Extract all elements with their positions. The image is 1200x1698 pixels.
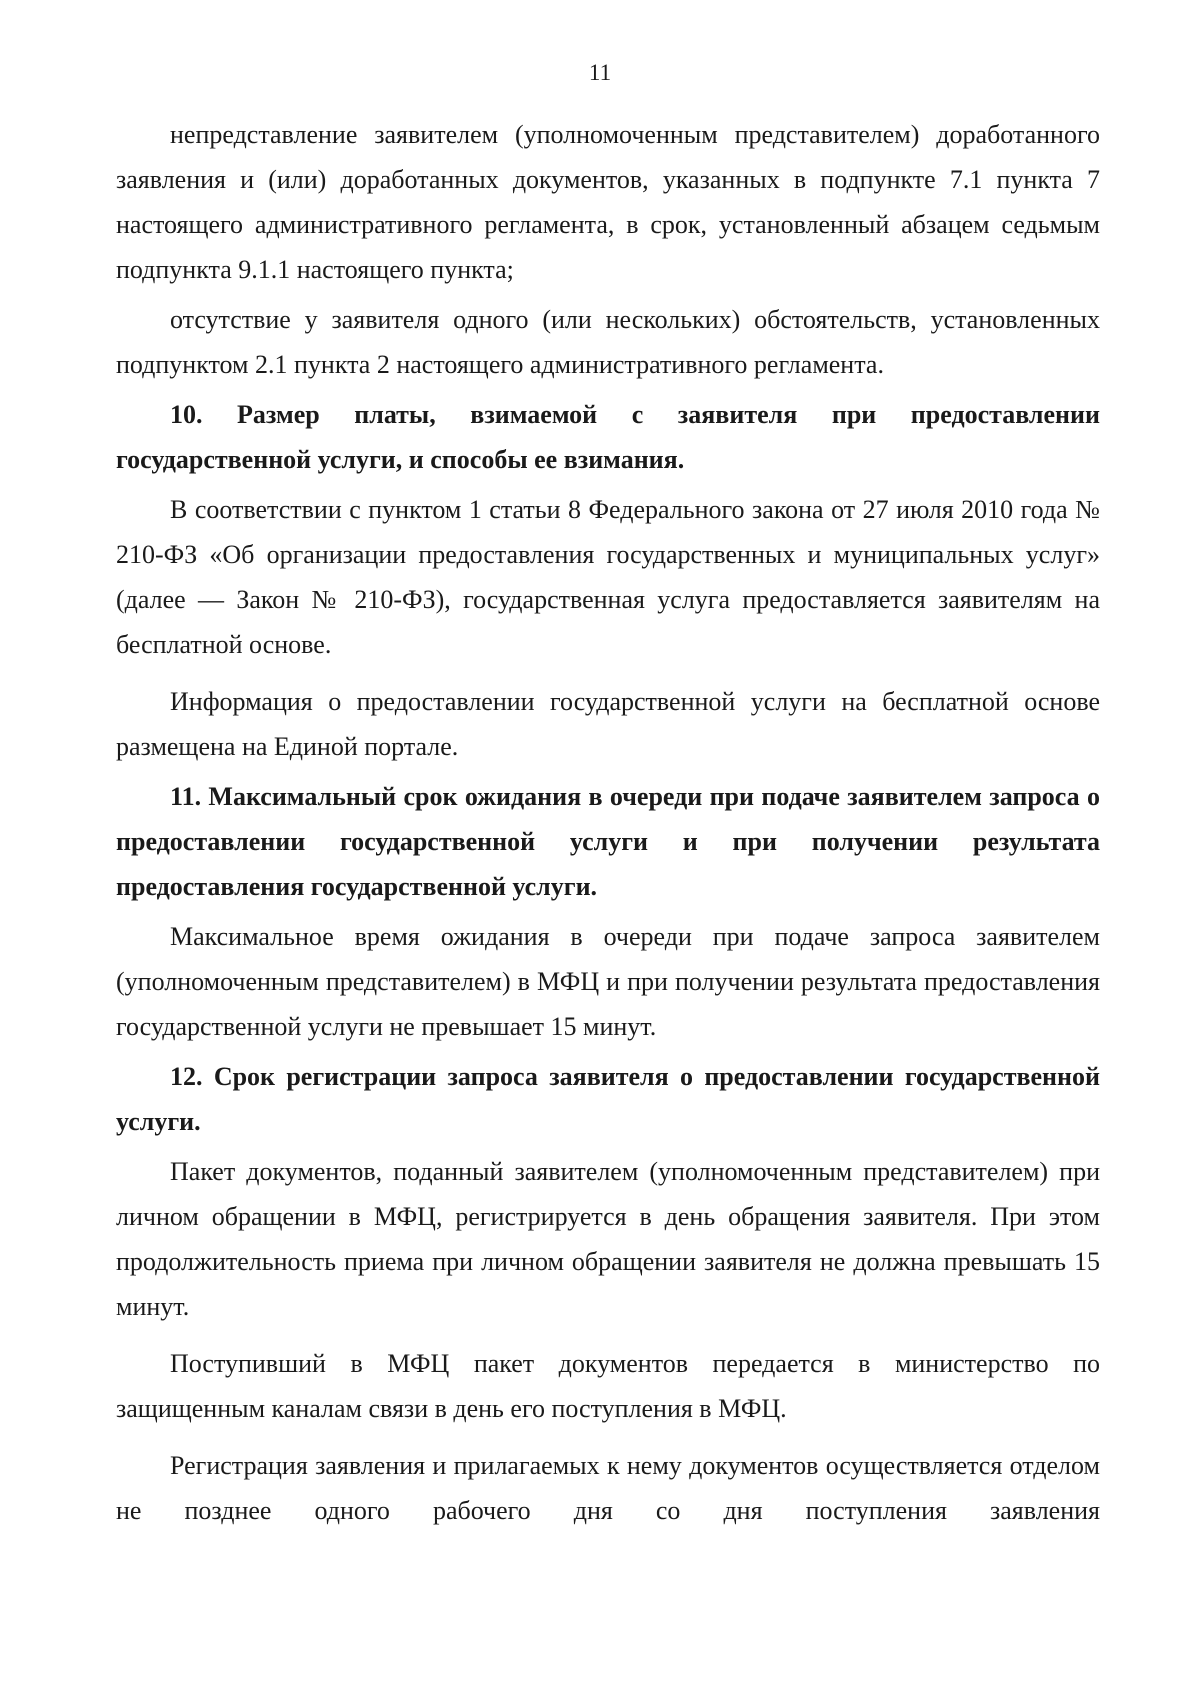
document-body — [116, 112, 1100, 1533]
section-heading-10: 10. Размер платы, взимаемой с заявителя при предоставлении государственной услуги, и способы ее взимания. — [116, 400, 1100, 474]
paragraph-fee-basis: В соответствии с пунктом 1 статьи 8 Федерального закона от 27 июля 2010 года № 210-ФЗ «Об организации предоставления государственных и муниципальных услуг» (далее — Закон № 210-ФЗ), государственная услуга предоставляется заявителям на бесплатной основе. — [116, 495, 1100, 659]
paragraph-transfer-to-ministry: Поступивший в МФЦ пакет документов передается в министерство по защищенным каналам связи в день его поступления в МФЦ. — [116, 1349, 1100, 1423]
paragraph-rejection-ground-1: непредставление заявителем (уполномоченным представителем) доработанного заявления и (или) доработанных документов, указанных в подпункте 7.1 пункта 7 настоящего административного регламента, в срок, установленный абзацем седьмым подпункта 9.1.1 настоящего пункта; — [116, 120, 1100, 284]
paragraph-rejection-ground-2: отсутствие у заявителя одного (или нескольких) обстоятельств, установленных подпунктом 2.1 пункта 2 настоящего административного регламента. — [116, 305, 1100, 379]
paragraph-wait-time: Максимальное время ожидания в очереди при подаче запроса заявителем (уполномоченным представителем) в МФЦ и при получении результата предоставления государственной услуги не превышает 15 минут. — [116, 922, 1100, 1041]
section-heading-11: 11. Максимальный срок ожидания в очереди при подаче заявителем запроса о предоставлении государственной услуги и при получении результата предоставления государственной услуги. — [116, 782, 1100, 901]
paragraph-registration-department: Регистрация заявления и прилагаемых к нему документов осуществляется отделом не позднее одного рабочего дня со дня поступления заявления — [116, 1451, 1100, 1525]
page-number: 11 — [588, 60, 612, 85]
paragraph-registration-mfc: Пакет документов, поданный заявителем (уполномоченным представителем) при личном обращении в МФЦ, регистрируется в день обращения заявителя. При этом продолжительность приема при личном обращении заявителя не должна превышать 15 минут. — [116, 1157, 1100, 1321]
section-heading-12: 12. Срок регистрации запроса заявителя о предоставлении государственной услуги. — [116, 1062, 1100, 1136]
paragraph-fee-info: Информация о предоставлении государственной услуги на бесплатной основе размещена на Единой портале. — [116, 687, 1100, 761]
